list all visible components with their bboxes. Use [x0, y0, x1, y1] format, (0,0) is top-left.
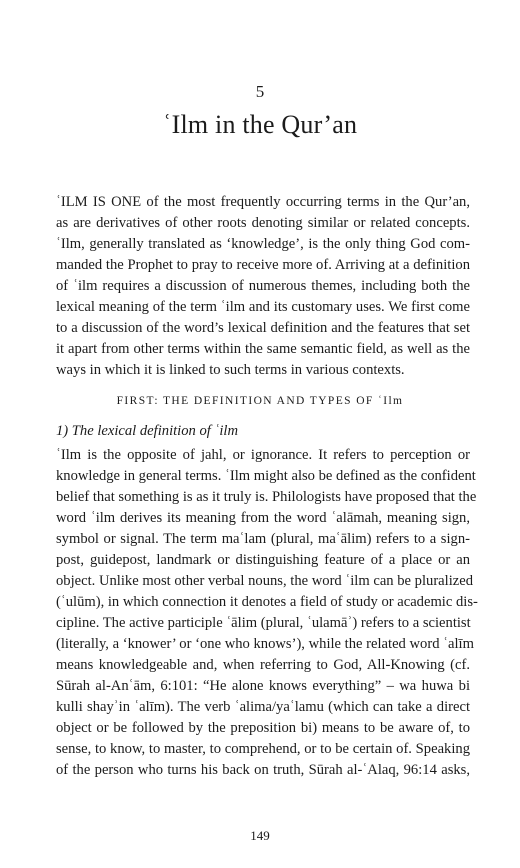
- text-line: kulli shayʾin ʿalīm). The verb ʿalima/yaʿlamu (which can take a direct: [56, 699, 470, 715]
- text-line: (ʿulūm), in which connection it denotes a field of study or academic dis-: [56, 594, 478, 610]
- text-line: ʿIlm is the opposite of jahl, or ignorance. It refers to perception or: [56, 447, 470, 463]
- text-line: sense, to know, to master, to comprehend, or to be certain of. Speaking: [56, 741, 470, 757]
- text-line: word ʿilm derives its meaning from the word ʿalāmah, meaning sign,: [56, 510, 470, 526]
- text-line: knowledge in general terms. ʿIlm might also be defined as the confident: [56, 468, 476, 484]
- text-line: object or be followed by the preposition bi) means to be aware of, to: [56, 720, 470, 736]
- text-line: belief that something is as it truly is. Philologists have proposed that the: [56, 489, 477, 505]
- text-line: Sūrah al-Anʿām, 6:101: “He alone knows everything” – wa huwa bi: [56, 678, 470, 694]
- text-line: ʿIlm, generally translated as ‘knowledge’, is the only thing God com-: [56, 236, 470, 252]
- text-line: of the person who turns his back on truth, Sūrah al-ʿAlaq, 96:14 asks,: [56, 762, 470, 778]
- text-line: post, guidepost, landmark or distinguishing feature of a place or an: [56, 552, 470, 568]
- chapter-number: 5: [255, 82, 265, 101]
- section-heading: FIRST: THE DEFINITION AND TYPES OF ʿIlm: [116, 395, 404, 407]
- text-line: as are derivatives of other roots denoting similar or related concepts.: [56, 215, 470, 231]
- chapter-title: ʿIlm in the Qur’an: [162, 110, 358, 139]
- intro-paragraph: [56, 192, 470, 381]
- text-line: means knowledgeable and, when referring to God, All-Knowing (cf.: [56, 657, 470, 673]
- text-line: ʿILM IS ONE of the most frequently occurring terms in the Qur’an,: [56, 194, 470, 210]
- text-line: it apart from other terms within the same semantic field, as well as the: [56, 341, 470, 357]
- text-line: (literally, a ‘knower’ or ‘one who knows’), while the related word ʿalīm: [56, 636, 474, 652]
- text-line: cipline. The active participle ʿālim (plural, ʿulamāʾ) refers to a scientist: [56, 615, 471, 631]
- text-line: lexical meaning of the term ʿilm and its customary uses. We first come: [56, 299, 470, 315]
- text-line: object. Unlike most other verbal nouns, the word ʿilm can be pluralized: [56, 573, 474, 589]
- text-line: of ʿilm requires a discussion of numerous themes, including both the: [56, 278, 470, 294]
- text-line: manded the Prophet to pray to receive more of. Arriving at a definition: [56, 257, 470, 273]
- text-line: symbol or signal. The term maʿlam (plural, maʿālim) refers to a sign-: [56, 531, 470, 547]
- text-line: ways in which it is linked to such terms in various contexts.: [56, 362, 405, 378]
- text-line: to a discussion of the word’s lexical definition and the features that set: [56, 320, 470, 336]
- page-number: 149: [250, 828, 270, 843]
- definition-paragraph: [56, 445, 478, 781]
- subheading: 1) The lexical definition of ʿilm: [56, 423, 238, 439]
